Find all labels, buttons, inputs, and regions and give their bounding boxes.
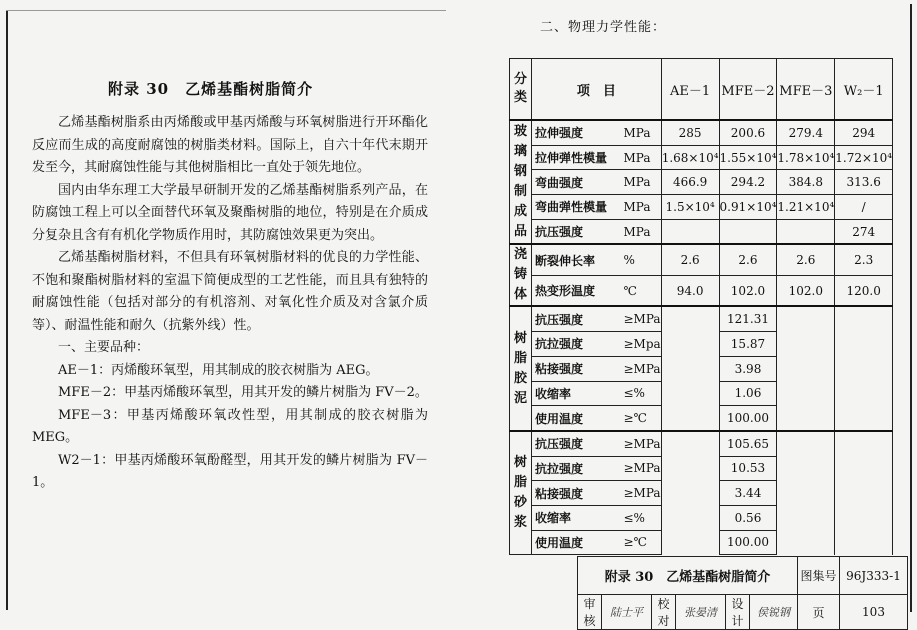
value-cell [777, 406, 835, 431]
property-unit: ≥MPa [622, 306, 662, 331]
table-row [510, 219, 893, 244]
value-cell [661, 505, 719, 530]
design-label: 设计 [726, 595, 750, 630]
value-cell [835, 381, 893, 406]
property-name: 使用温度 [532, 530, 622, 555]
property-name: 拉伸弹性模量 [532, 145, 622, 170]
table-row [510, 275, 893, 306]
property-name: 抗拉强度 [532, 456, 622, 481]
group-label: 树脂砂浆 [510, 431, 532, 555]
value-cell: 1.5×10⁴ [661, 195, 719, 220]
property-name: 收缩率 [532, 381, 622, 406]
value-cell: 1.21×10⁴ [777, 195, 835, 220]
value-cell: 2.6 [661, 244, 719, 275]
value-cell [719, 219, 777, 244]
property-unit: ≥Mpa [622, 332, 662, 357]
value-cell: 100.00 [719, 406, 777, 431]
property-unit: % [622, 244, 662, 275]
property-name: 拉伸强度 [532, 120, 622, 145]
value-cell: 1.78×10⁴ [777, 145, 835, 170]
value-cell: 2.6 [719, 244, 777, 275]
page-frame-right [910, 4, 912, 612]
value-cell: 2.6 [777, 244, 835, 275]
value-cell [777, 505, 835, 530]
value-cell [777, 381, 835, 406]
value-cell: 105.65 [719, 431, 777, 456]
value-cell [835, 356, 893, 381]
properties-table [509, 58, 893, 555]
value-cell: / [835, 195, 893, 220]
value-cell: 102.0 [777, 275, 835, 306]
table-row [510, 145, 893, 170]
header-col: MFE－2 [719, 59, 777, 121]
property-name: 粘接强度 [532, 481, 622, 506]
property-unit: ≥℃ [622, 406, 662, 431]
table-row [510, 406, 893, 431]
table-row [510, 195, 893, 220]
property-unit: ≥℃ [622, 530, 662, 555]
value-cell [661, 530, 719, 555]
value-cell: 1.72×10⁴ [835, 145, 893, 170]
value-cell [835, 406, 893, 431]
value-cell: 1.55×10⁴ [719, 145, 777, 170]
check-signature: 张晏清 [676, 595, 726, 630]
table-row [510, 120, 893, 145]
table-row [510, 332, 893, 357]
value-cell [777, 456, 835, 481]
property-name: 抗压强度 [532, 219, 622, 244]
property-unit: MPa [622, 170, 662, 195]
value-cell: 94.0 [661, 275, 719, 306]
appendix-title: 附录 30 乙烯基酯树脂简介 [108, 80, 314, 98]
property-name: 收缩率 [532, 505, 622, 530]
property-name: 粘接强度 [532, 356, 622, 381]
review-signature: 陆士平 [602, 595, 652, 630]
value-cell [661, 431, 719, 456]
property-name: 抗压强度 [532, 431, 622, 456]
header-col: AE－1 [661, 59, 719, 121]
value-cell [777, 356, 835, 381]
value-cell [661, 406, 719, 431]
value-cell [661, 481, 719, 506]
value-cell: 120.0 [835, 275, 893, 306]
property-name: 弯曲强度 [532, 170, 622, 195]
value-cell [777, 219, 835, 244]
variety-item: W2－1：甲基丙烯酸环氧酚醛型，用其开发的鳞片树脂为 FV－1。 [32, 452, 428, 490]
property-name: 断裂伸长率 [532, 244, 622, 275]
table-row [510, 244, 893, 275]
value-cell: 1.68×10⁴ [661, 145, 719, 170]
value-cell: 279.4 [777, 120, 835, 145]
table-header-row [510, 59, 893, 121]
titleblock-title: 附录 30 乙烯基酯树脂简介 [578, 557, 798, 595]
paragraph: 乙烯基酯树脂系由丙烯酸或甲基丙烯酸与环氧树脂进行开环酯化反应而生成的高度耐腐蚀的树脂类材料。国际上，自六十年代末期开发至今，其耐腐蚀性能与其他树脂相比一直处于领先地位。 [32, 115, 428, 175]
value-cell: 1.06 [719, 381, 777, 406]
group-label: 玻璃钢制成品 [510, 120, 532, 244]
value-cell [661, 456, 719, 481]
value-cell: 294.2 [719, 170, 777, 195]
group-label: 浇铸体 [510, 244, 532, 306]
value-cell [835, 431, 893, 456]
value-cell: 2.3 [835, 244, 893, 275]
page-label: 页 [798, 595, 840, 630]
property-name: 热变形温度 [532, 275, 622, 306]
value-cell: 3.98 [719, 356, 777, 381]
variety-item: AE－1：丙烯酸环氧型，用其制成的胶衣树脂为 AEG。 [58, 362, 379, 378]
value-cell [777, 431, 835, 456]
property-name: 抗压强度 [532, 306, 622, 331]
property-unit: MPa [622, 145, 662, 170]
value-cell [777, 481, 835, 506]
value-cell: 0.91×10⁴ [719, 195, 777, 220]
value-cell: 274 [835, 219, 893, 244]
paragraph: 乙烯基酯树脂材料，不但具有环氧树脂材料的优良的力学性能、不饱和聚酯树脂材料的室温下简便成型的工艺性能，而且具有独特的耐腐蚀性能（包括对部分的有机溶剂、对氧化性介质及对含氯介质等）、耐温性能和耐久（抗紫外线）性。 [32, 250, 428, 333]
review-label: 审核 [578, 595, 602, 630]
value-cell [777, 306, 835, 331]
property-unit: ℃ [622, 275, 662, 306]
page-frame-left [6, 10, 8, 610]
table-row [510, 381, 893, 406]
page-number: 103 [840, 595, 908, 630]
value-cell [835, 306, 893, 331]
atlas-number: 96J333-1 [840, 557, 908, 595]
value-cell: 102.0 [719, 275, 777, 306]
design-signature: 侯锐钢 [750, 595, 798, 630]
value-cell: 3.44 [719, 481, 777, 506]
property-unit: MPa [622, 120, 662, 145]
variety-item: MFE－3：甲基丙烯酸环氧改性型，用其制成的胶衣树脂为MEG。 [32, 407, 428, 445]
check-label: 校对 [652, 595, 676, 630]
table-row [510, 505, 893, 530]
header-item: 项 目 [532, 59, 662, 121]
property-name: 使用温度 [532, 406, 622, 431]
value-cell [835, 332, 893, 357]
value-cell: 313.6 [835, 170, 893, 195]
property-unit: MPa [622, 195, 662, 220]
variety-item: MFE－2：甲基丙烯酸环氧型，用其开发的鳞片树脂为 FV－2。 [58, 385, 428, 400]
title-block [577, 556, 908, 630]
table-row [510, 481, 893, 506]
table-row [510, 530, 893, 555]
intro-text [32, 112, 428, 495]
value-cell: 10.53 [719, 456, 777, 481]
property-unit: ≥MPa [622, 456, 662, 481]
table-row [510, 306, 893, 331]
value-cell: 294 [835, 120, 893, 145]
property-name: 弯曲弹性模量 [532, 195, 622, 220]
value-cell [661, 356, 719, 381]
value-cell [835, 505, 893, 530]
property-unit: ≥MPa [622, 481, 662, 506]
property-unit: ≤% [622, 505, 662, 530]
value-cell: 121.31 [719, 306, 777, 331]
property-unit: ≤% [622, 381, 662, 406]
property-unit: ≥MPa [622, 356, 662, 381]
value-cell: 0.56 [719, 505, 777, 530]
property-unit: MPa [622, 219, 662, 244]
atlas-label: 图集号 [798, 557, 840, 595]
value-cell [661, 219, 719, 244]
value-cell: 15.87 [719, 332, 777, 357]
property-name: 抗拉强度 [532, 332, 622, 357]
value-cell: 200.6 [719, 120, 777, 145]
value-cell [777, 530, 835, 555]
properties-heading: 二、物理力学性能： [540, 20, 667, 35]
value-cell [661, 332, 719, 357]
table-row [510, 356, 893, 381]
value-cell: 466.9 [661, 170, 719, 195]
header-class: 分类 [510, 59, 532, 121]
value-cell [661, 381, 719, 406]
header-col: MFE－3 [777, 59, 835, 121]
property-unit: ≥MPa [622, 431, 662, 456]
paragraph: 国内由华东理工大学最早研制开发的乙烯基酯树脂系列产品，在防腐蚀工程上可以全面替代环氧及聚酯树脂的地位，特别是在介质成分复杂且含有有机化学物质作用时，其防腐蚀效果更为突出。 [32, 182, 428, 243]
value-cell: 285 [661, 120, 719, 145]
value-cell [835, 481, 893, 506]
value-cell: 384.8 [777, 170, 835, 195]
page-frame-top [6, 10, 446, 11]
value-cell [661, 306, 719, 331]
table-row [510, 456, 893, 481]
value-cell [835, 456, 893, 481]
value-cell [835, 530, 893, 555]
table-row [510, 170, 893, 195]
group-label: 树脂胶泥 [510, 306, 532, 430]
value-cell [777, 332, 835, 357]
header-col: W₂－1 [835, 59, 893, 121]
section-heading: 一、主要品种： [58, 340, 150, 355]
table-row [510, 431, 893, 456]
value-cell: 100.00 [719, 530, 777, 555]
